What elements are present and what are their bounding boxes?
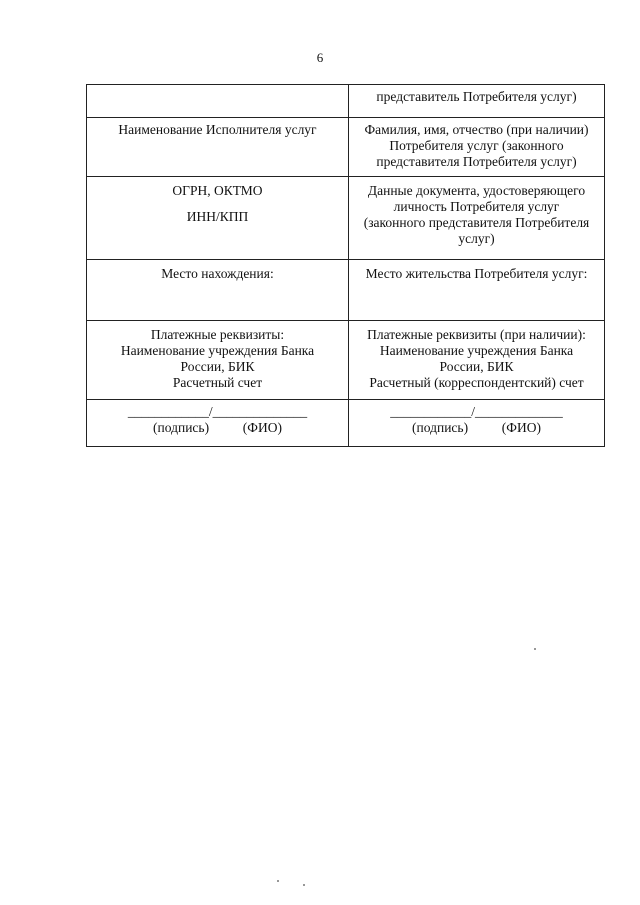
consumer-name-line-1: Фамилия, имя, отчество (при наличии) [364,122,589,137]
executor-signature-line: ____________/______________ [127,404,308,419]
scan-speck [534,648,536,650]
executor-codes-cell [87,177,349,260]
executor-location-label: Место нахождения: [161,266,274,281]
executor-location-cell [87,260,349,321]
consumer-name-line-3: представителя Потребителя услуг) [376,154,577,169]
executor-payment-cell [87,321,349,400]
consumer-signature-line: ____________/_____________ [390,404,563,419]
ogrn-oktmo-label: ОГРН, ОКТМО [172,183,263,198]
table-row [87,118,605,177]
executor-signature-cell [87,400,349,447]
consumer-payment-cell [349,321,605,400]
consumer-residence-label: Место жительства Потребителя услуг: [365,266,588,281]
consumer-payment-line-3: России, БИК [439,359,514,374]
details-table [86,84,605,447]
consumer-payment-line-2: Наименование учреждения Банка [379,343,574,358]
table-row [87,321,605,400]
scan-speck [277,880,279,882]
consumer-document-line-4: услуг) [458,231,495,246]
consumer-document-cell [349,177,605,260]
consumer-name-cell [349,118,605,177]
consumer-document-line-3: (законного представителя Потребителя [363,215,590,230]
scan-speck [303,884,305,886]
executor-cell-empty [87,85,349,118]
executor-name-label: Наименование Исполнителя услуг [118,122,317,137]
consumer-payment-line-4: Расчетный (корреспондентский) счет [369,375,584,390]
page-number: 6 [316,50,324,65]
table-row [87,260,605,321]
consumer-document-line-1: Данные документа, удостоверяющего [367,183,586,198]
table-row [87,400,605,447]
consumer-name-line-2: Потребителя услуг (законного [389,138,564,153]
inn-kpp-label: ИНН/КПП [186,209,249,224]
executor-payment-line-1: Платежные реквизиты: [150,327,285,342]
consumer-payment-line-1: Платежные реквизиты (при наличии): [367,327,586,342]
executor-payment-line-3: России, БИК [180,359,255,374]
table-row [87,177,605,260]
consumer-signature-labels: (подпись) (ФИО) [412,420,541,435]
executor-name-cell [87,118,349,177]
consumer-signature-cell [349,400,605,447]
consumer-representative-tail: представитель Потребителя услуг) [376,89,577,104]
consumer-residence-cell [349,260,605,321]
consumer-cell-continuation [349,85,605,118]
executor-payment-line-4: Расчетный счет [172,375,263,390]
executor-signature-labels: (подпись) (ФИО) [153,420,282,435]
table-row [87,85,605,118]
executor-payment-line-2: Наименование учреждения Банка [120,343,315,358]
consumer-document-line-2: личность Потребителя услуг [393,199,560,214]
